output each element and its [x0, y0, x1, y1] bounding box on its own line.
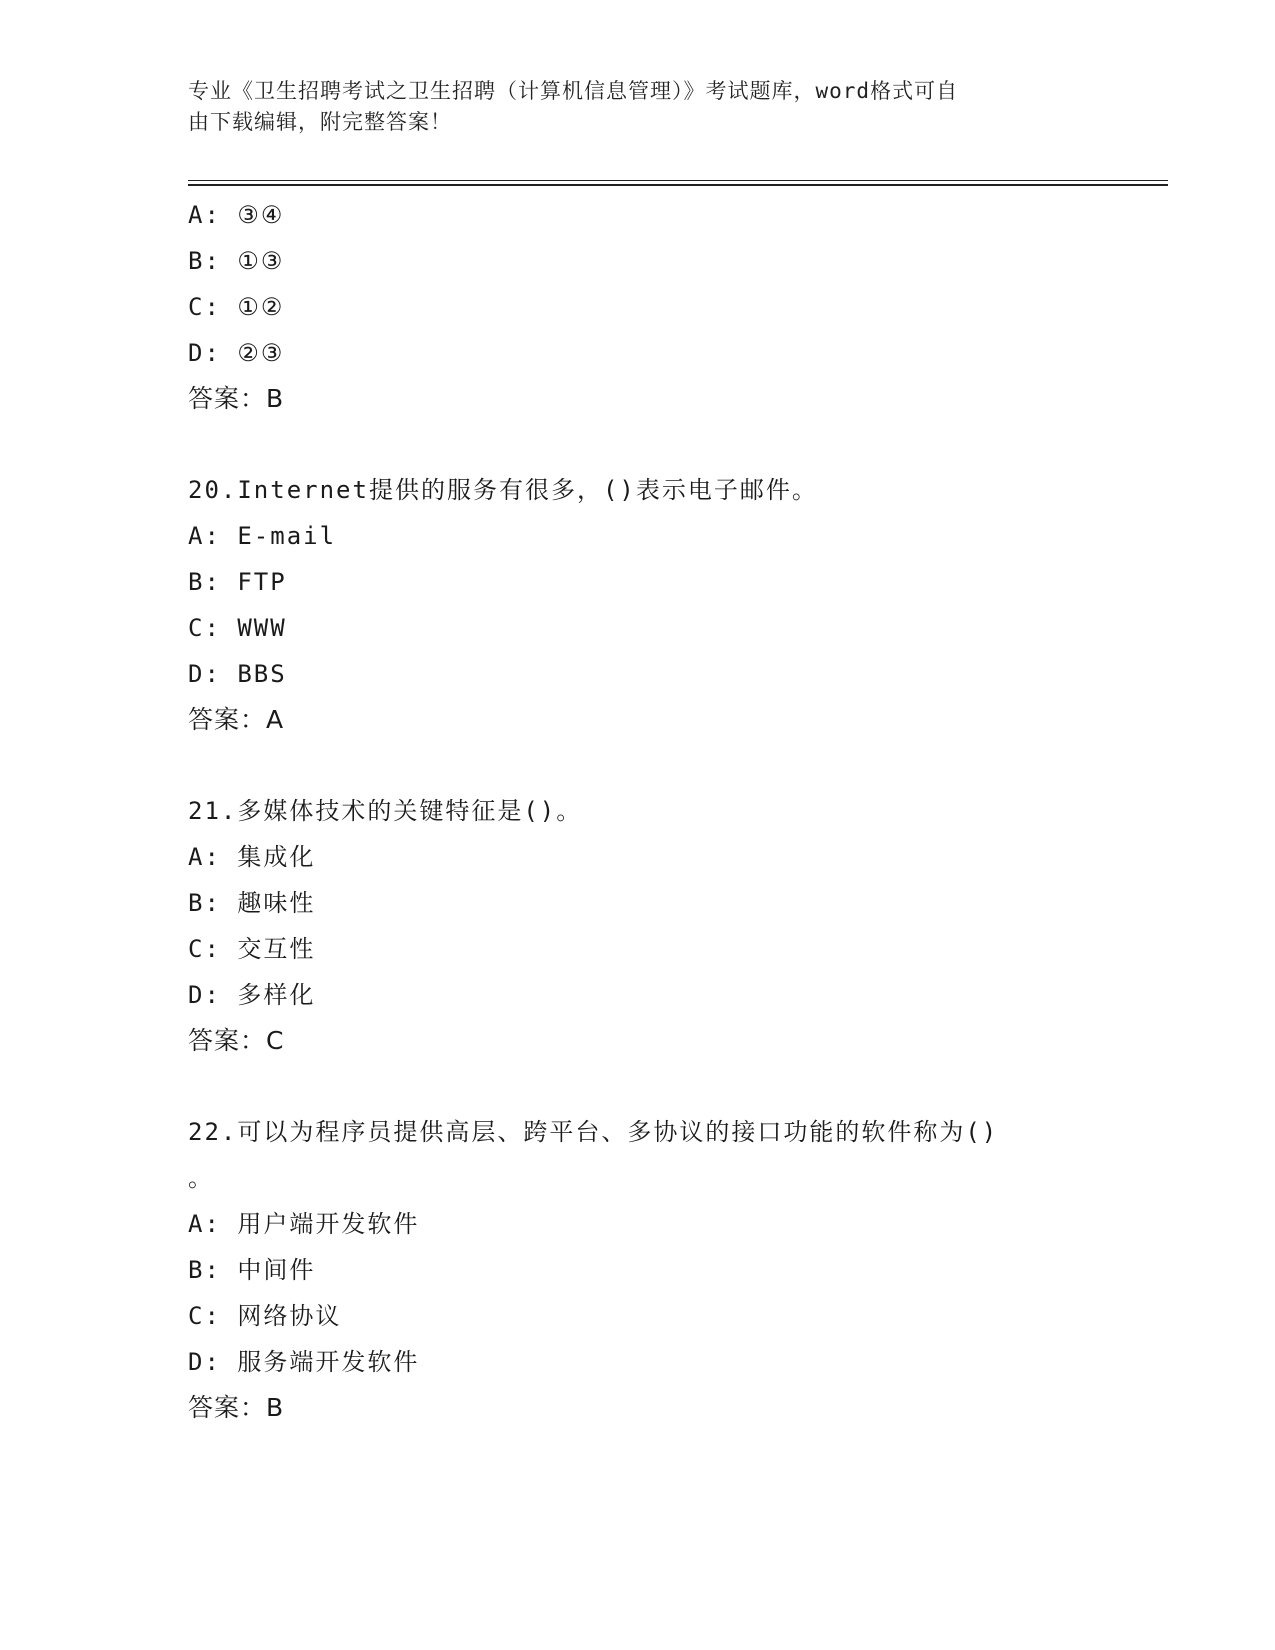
- option-c: C: ①②: [188, 293, 285, 321]
- option-c: C: 交互性: [188, 935, 316, 963]
- option-d: D: BBS: [188, 660, 287, 688]
- question-text: 21.多媒体技术的关键特征是()。: [188, 797, 583, 825]
- option-c: C: WWW: [188, 614, 287, 642]
- option-a: A: 集成化: [188, 843, 316, 871]
- question-22: [188, 1109, 1188, 1431]
- answer: 答案：B: [188, 384, 285, 413]
- option-a: A: 用户端开发软件: [188, 1210, 420, 1238]
- document-header: [188, 76, 1068, 138]
- header-line-2: 由下载编辑，附完整答案！: [188, 110, 452, 134]
- question-20: [188, 467, 1188, 743]
- header-divider-top: [188, 180, 1168, 181]
- question-list: [188, 192, 1188, 1431]
- header-divider-bottom: [188, 184, 1168, 186]
- option-a: A: ③④: [188, 201, 285, 229]
- option-a: A: E-mail: [188, 522, 337, 550]
- answer: 答案：C: [188, 1026, 285, 1055]
- question-21: [188, 788, 1188, 1064]
- header-line-1: 专业《卫生招聘考试之卫生招聘（计算机信息管理）》考试题库，word格式可自: [188, 79, 959, 103]
- question-19-tail: [188, 192, 1188, 422]
- option-d: D: 多样化: [188, 981, 316, 1009]
- option-c: C: 网络协议: [188, 1302, 342, 1330]
- option-d: D: 服务端开发软件: [188, 1348, 420, 1376]
- answer: 答案：B: [188, 1393, 285, 1422]
- option-b: B: ①③: [188, 247, 285, 275]
- question-text: 22.可以为程序员提供高层、跨平台、多协议的接口功能的软件称为(): [188, 1118, 999, 1146]
- question-text: 20.Internet提供的服务有很多，()表示电子邮件。: [188, 476, 818, 504]
- option-b: B: FTP: [188, 568, 287, 596]
- option-b: B: 趣味性: [188, 889, 316, 917]
- option-d: D: ②③: [188, 339, 285, 367]
- answer: 答案：A: [188, 705, 285, 734]
- option-b: B: 中间件: [188, 1256, 316, 1284]
- question-text-continued: 。: [188, 1164, 214, 1192]
